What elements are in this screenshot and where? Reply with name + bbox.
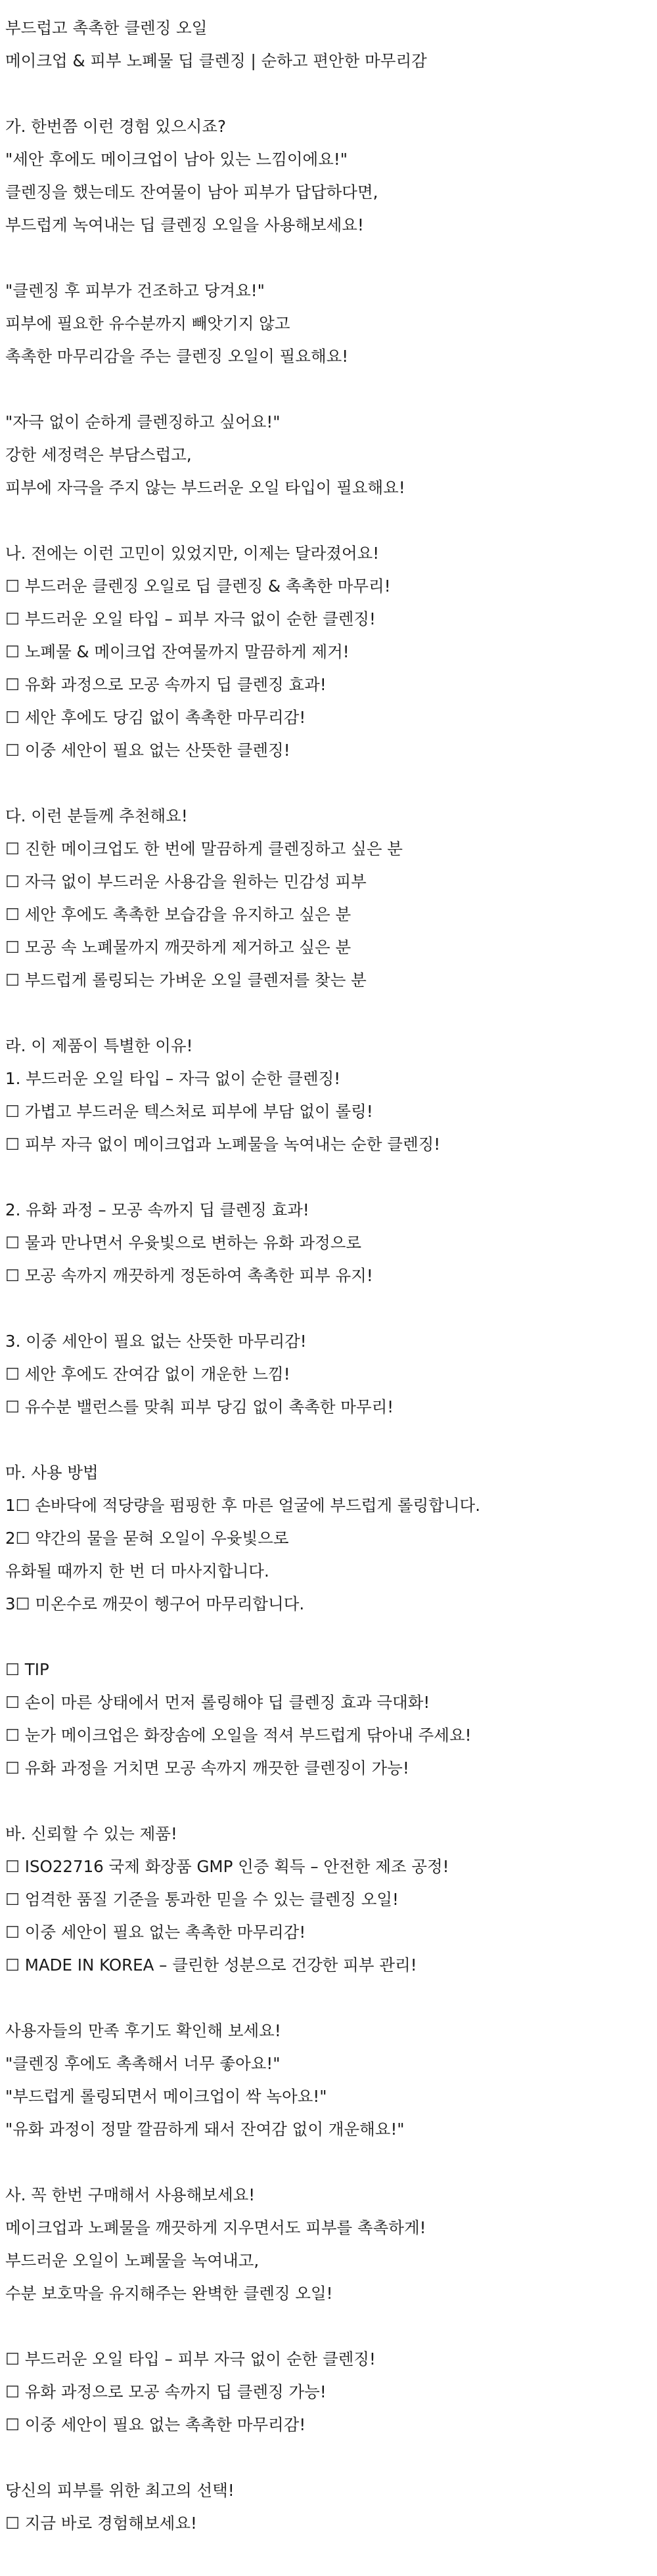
text-line: 사. 꼭 한번 구매해서 사용해보세요! — [5, 2185, 256, 2204]
text-line: 메이크업 & 피부 노폐물 딥 클렌징 | 순하고 편안한 마무리감 — [5, 51, 427, 70]
text-line: "세안 후에도 메이크업이 남아 있는 느낌이에요!" — [5, 150, 348, 169]
blank-line — [5, 77, 652, 110]
text-line: ☐ 부드러운 오일 타입 – 피부 자극 없이 순한 클렌징! — [5, 609, 376, 628]
text-line: 2. 유화 과정 – 모공 속까지 딥 클렌징 효과! — [5, 1200, 309, 1219]
blank-line — [5, 997, 652, 1030]
text-line: ☐ 이중 세안이 필요 없는 촉촉한 마무리감! — [5, 1923, 306, 1942]
text-line: ☐ ISO22716 국제 화장품 GMP 인증 획득 – 안전한 제조 공정! — [5, 1857, 449, 1876]
blank-line — [5, 504, 652, 537]
text-line: ☐ 물과 만나면서 우윳빛으로 변하는 유화 과정으로 — [5, 1233, 362, 1252]
text-line: 부드러운 오일이 노폐물을 녹여내고, — [5, 2251, 260, 2270]
text-line: "유화 과정이 정말 깔끔하게 돼서 잔여감 없이 개운해요!" — [5, 2120, 405, 2139]
blank-line — [5, 1424, 652, 1456]
text-line: ☐ 이중 세안이 필요 없는 산뜻한 클렌징! — [5, 741, 290, 760]
text-line: 피부에 필요한 유수분까지 빼앗기지 않고 — [5, 314, 290, 333]
text-line: "자극 없이 순하게 클렌징하고 싶어요!" — [5, 412, 281, 431]
text-line: 당신의 피부를 위한 최고의 선택! — [5, 2481, 235, 2500]
text-line: ☐ 엄격한 품질 기준을 통과한 믿을 수 있는 클렌징 오일! — [5, 1890, 399, 1909]
text-line: 부드럽게 녹여내는 딥 클렌징 오일을 사용해보세요! — [5, 215, 364, 234]
blank-line — [5, 2146, 652, 2179]
text-line: 사용자들의 만족 후기도 확인해 보세요! — [5, 2021, 281, 2040]
text-line: ☐ 세안 후에도 당김 없이 촉촉한 마무리감! — [5, 708, 306, 727]
text-line: 다. 이런 분들께 추천해요! — [5, 806, 188, 825]
text-line: ☐ 지금 바로 경험해보세요! — [5, 2514, 197, 2533]
text-line: ☐ TIP — [5, 1660, 49, 1679]
text-line: ☐ 손이 마른 상태에서 먼저 롤링해야 딥 클렌징 효과 극대화! — [5, 1693, 430, 1712]
text-line: 1☐ 손바닥에 적당량을 펌핑한 후 마른 얼굴에 부드럽게 롤링합니다. — [5, 1496, 480, 1515]
text-line: ☐ 노폐물 & 메이크업 잔여물까지 말끔하게 제거! — [5, 642, 350, 661]
text-line: "클렌징 후에도 촉촉해서 너무 좋아요!" — [5, 2054, 281, 2073]
text-line: ☐ 세안 후에도 잔여감 없이 개운한 느낌! — [5, 1364, 290, 1384]
blank-line — [5, 242, 652, 274]
text-line: ☐ 부드러운 오일 타입 – 피부 자극 없이 순한 클렌징! — [5, 2349, 376, 2369]
text-line: ☐ 유화 과정을 거치면 모공 속까지 깨끗한 클렌징이 가능! — [5, 1758, 409, 1778]
text-line: 가. 한번쯤 이런 경험 있으시죠? — [5, 117, 226, 136]
text-line: 1. 부드러운 오일 타입 – 자극 없이 순한 클렌징! — [5, 1069, 341, 1088]
text-line: 나. 전에는 이런 고민이 있었지만, 이제는 달라졌어요! — [5, 544, 380, 563]
text-line: ☐ 모공 속까지 깨끗하게 정돈하여 촉촉한 피부 유지! — [5, 1266, 373, 1285]
blank-line — [5, 2310, 652, 2343]
blank-line — [5, 373, 652, 406]
text-line: "부드럽게 롤링되면서 메이크업이 싹 녹아요!" — [5, 2087, 327, 2106]
text-line: 3☐ 미온수로 깨끗이 헹구어 마무리합니다. — [5, 1594, 305, 1613]
text-line: ☐ 가볍고 부드러운 텍스처로 피부에 부담 없이 롤링! — [5, 1102, 373, 1121]
text-line: 라. 이 제품이 특별한 이유! — [5, 1036, 193, 1055]
text-line: 2☐ 약간의 물을 묻혀 오일이 우윳빛으로 — [5, 1529, 289, 1548]
text-line: 촉촉한 마무리감을 주는 클렌징 오일이 필요해요! — [5, 347, 349, 366]
text-line: ☐ 유화 과정으로 모공 속까지 딥 클렌징 효과! — [5, 675, 327, 694]
text-line: ☐ 세안 후에도 촉촉한 보습감을 유지하고 싶은 분 — [5, 905, 351, 924]
text-line: ☐ 피부 자극 없이 메이크업과 노폐물을 녹여내는 순한 클렌징! — [5, 1135, 441, 1154]
text-line: ☐ 모공 속 노폐물까지 깨끗하게 제거하고 싶은 분 — [5, 938, 351, 957]
text-line: 수분 보호막을 유지해주는 완벽한 클렌징 오일! — [5, 2284, 333, 2303]
text-line: ☐ 부드럽게 롤링되는 가벼운 오일 클렌저를 찾는 분 — [5, 971, 367, 990]
text-line: 강한 세정력은 부담스럽고, — [5, 445, 192, 464]
text-line: 클렌징을 했는데도 잔여물이 남아 피부가 답답하다면, — [5, 183, 378, 202]
text-line: ☐ 자극 없이 부드러운 사용감을 원하는 민감성 피부 — [5, 872, 367, 891]
blank-line — [5, 1161, 652, 1194]
text-line: "클렌징 후 피부가 건조하고 당겨요!" — [5, 281, 265, 300]
text-line: 부드럽고 촉촉한 클렌징 오일 — [5, 18, 208, 37]
text-line: 바. 신뢰할 수 있는 제품! — [5, 1824, 177, 1843]
text-line: ☐ 부드러운 클렌징 오일로 딥 클렌징 & 촉촉한 마무리! — [5, 577, 391, 596]
document-body — [5, 12, 652, 2540]
text-line: ☐ MADE IN KOREA – 클린한 성분으로 건강한 피부 관리! — [5, 1955, 417, 1975]
text-line: ☐ 진한 메이크업도 한 번에 말끔하게 클렌징하고 싶은 분 — [5, 839, 403, 858]
blank-line — [5, 1621, 652, 1653]
blank-line — [5, 767, 652, 800]
text-line: ☐ 이중 세안이 필요 없는 촉촉한 마무리감! — [5, 2415, 306, 2434]
text-line: ☐ 유수분 밸런스를 맞춰 피부 당김 없이 촉촉한 마무리! — [5, 1397, 394, 1416]
text-line: 마. 사용 방법 — [5, 1463, 99, 1482]
text-line: 유화될 때까지 한 번 더 마사지합니다. — [5, 1561, 269, 1581]
text-line: 3. 이중 세안이 필요 없는 산뜻한 마무리감! — [5, 1332, 307, 1351]
blank-line — [5, 1292, 652, 1325]
text-line: ☐ 눈가 메이크업은 화장솜에 오일을 적셔 부드럽게 닦아내 주세요! — [5, 1726, 472, 1745]
text-line: 메이크업과 노폐물을 깨끗하게 지우면서도 피부를 촉촉하게! — [5, 2218, 426, 2237]
blank-line — [5, 1785, 652, 1818]
text-line: 피부에 자극을 주지 않는 부드러운 오일 타입이 필요해요! — [5, 478, 405, 497]
blank-line — [5, 1982, 652, 2015]
blank-line — [5, 2441, 652, 2474]
text-line: ☐ 유화 과정으로 모공 속까지 딥 클렌징 가능! — [5, 2382, 327, 2401]
